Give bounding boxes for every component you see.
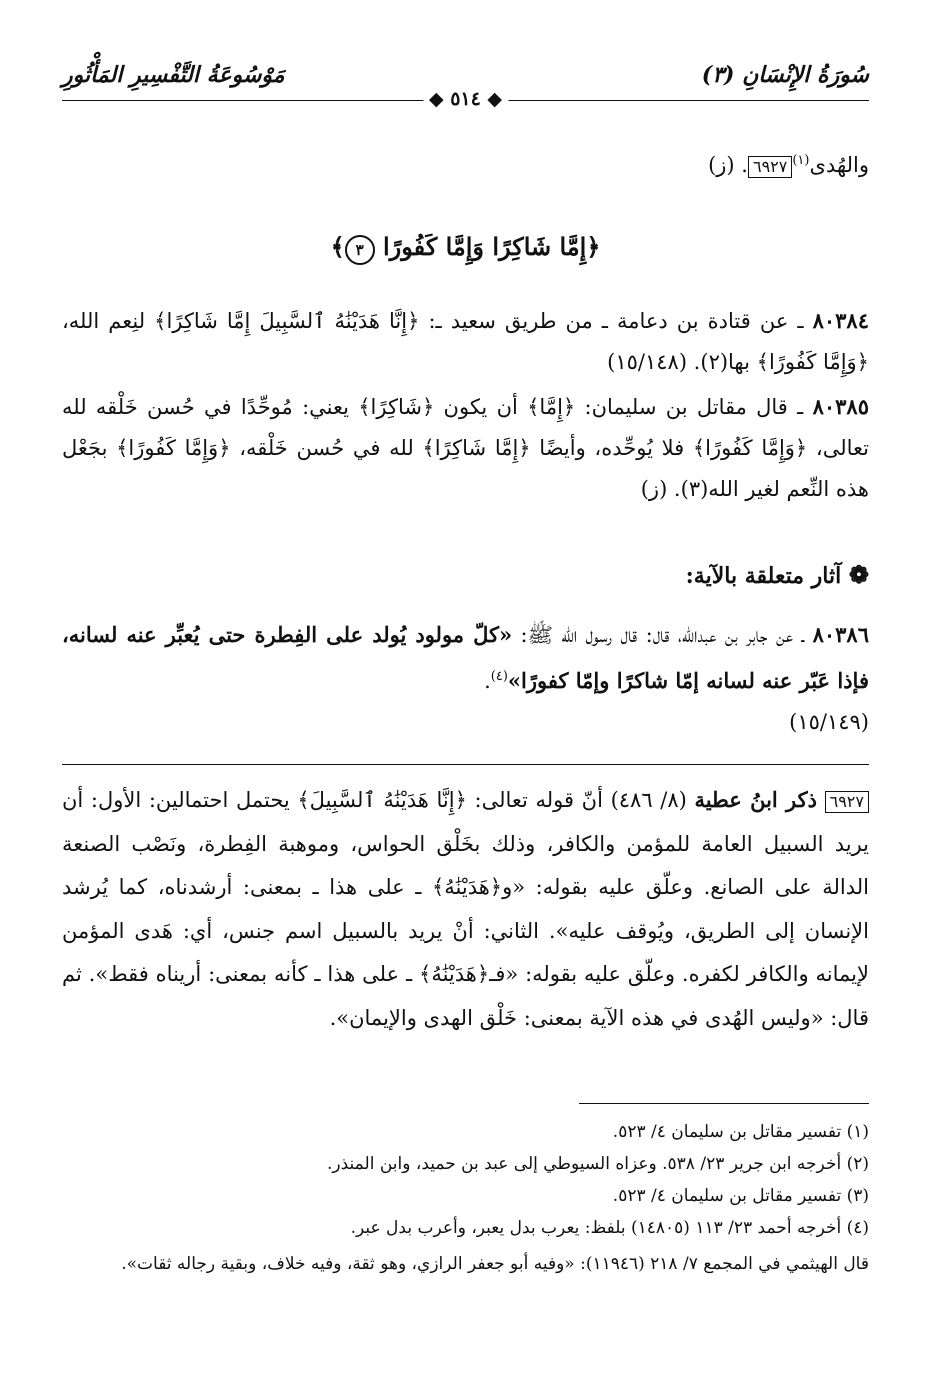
footnote-divider bbox=[579, 1103, 869, 1104]
intro-text: والهُدى bbox=[809, 153, 869, 177]
flower-icon: ❁ bbox=[848, 560, 869, 589]
page bbox=[62, 0, 869, 1379]
intro-line bbox=[62, 140, 869, 186]
entry-80386 bbox=[62, 614, 869, 743]
reference-box: ٦٩٢٧ bbox=[825, 791, 869, 813]
footnote-2: (٢) أخرجه ابن جرير ٢٣/ ٥٣٨. وعزاه السيوطي إلى عبد بن حميد، وابن المنذر. bbox=[327, 1154, 869, 1174]
running-head bbox=[62, 60, 869, 110]
entry-80385 bbox=[62, 386, 869, 510]
page-number: ◆ ٥١٤ ◆ bbox=[423, 88, 508, 110]
ayah-close: ﴾ bbox=[330, 232, 345, 261]
entry-body: ـ عن قتادة بن دعامة ـ من طريق سعيد ـ: ﴿إِنَّا هَدَيْنَٰهُ ٱلسَّبِيلَ إِمَّا شَاكِرًا﴾ لنِعم الله، ﴿وَإِمَّا كَفُورًا﴾ بها(٢). (١٥/١٤٨) bbox=[62, 309, 869, 374]
commentary-text: (٨/ ٤٨٦) أنّ قوله تعالى: ﴿إِنَّا هَدَيْنَٰهُ ٱلسَّبِيلَ﴾ يحتمل احتمالين: الأول: أن يريد السبيل العامة للمؤمن والكافر، وذلك بخَلْق الحواس، وموهبة الفِطرة، ونَصْب الصنعة الدالة على الصانع. وعلّق عليه بقوله: «و﴿هَدَيْنَٰهُ﴾ ـ على هذا ـ بمعنى: أرشدناه، كما يُرشد الإنسان إلى الطريق، ويُوقف عليه». الثاني: أنْ يريد بالسبيل اسم جنس، أي: هَدى المؤمن لإيمانه والكافر لكفره. وعلّق عليه بقوله: «فـ﴿هَدَيْنَٰهُ﴾ ـ على هذا ـ كأنه بمعنى: أريناه فقط». ثم قال: «وليس الهُدى في هذه الآية بمعنى: خَلْق الهدى والإيمان». bbox=[62, 788, 869, 1030]
footnote-4: (٤) أخرجه أحمد ٢٣/ ١١٣ (١٤٨٠٥) بلفظ: يعرب بدل يعبر، وأعرب بدل عبر. bbox=[350, 1218, 869, 1238]
footnote-marker: (١) bbox=[792, 153, 810, 168]
intro-end: . (ز) bbox=[708, 153, 748, 177]
entry-body: ـ قال مقاتل بن سليمان: ﴿إِمَّا﴾ أن يكون ﴿شَاكِرًا﴾ يعني: مُوحِّدًا في حُسن خَلْقه لله تعالى، ﴿وَإِمَّا كَفُورًا﴾ فلا يُوحِّده، وأيضًا ﴿إِمَّا شَاكِرًا﴾ لله في حُسن خَلْقه، ﴿وَإِمَّا كَفُورًا﴾ بجَعْل هذه النِّعم لغير الله(٣). (ز) bbox=[62, 395, 869, 501]
surah-title: سُورَةُ الإِنْسَانِ (٣) bbox=[701, 62, 869, 88]
entry-number: ٨٠٣٨٦ bbox=[812, 622, 869, 647]
commentary-lead: ذكر ابنُ عطية bbox=[694, 787, 817, 812]
ayah-text: ﴿إِمَّا شَاكِرًا وَإِمَّا كَفُورًا bbox=[383, 232, 601, 261]
commentary-block bbox=[62, 778, 869, 1040]
reference-box: ٦٩٢٧ bbox=[748, 156, 792, 178]
entry-number: ٨٠٣٨٥ bbox=[812, 394, 869, 419]
ayah-heading bbox=[62, 232, 869, 265]
volume-reference: (١٥/١٤٩) bbox=[789, 710, 869, 734]
entry-number: ٨٠٣٨٤ bbox=[812, 308, 869, 333]
commentary-divider bbox=[62, 764, 869, 765]
footnote-3: (٣) تفسير مقاتل بن سليمان ٤/ ٥٢٣. bbox=[612, 1186, 869, 1206]
footnote-marker: (٤) bbox=[490, 669, 508, 684]
book-title: مَوْسُوعَةُ التَّفْسِيرِ المَأْثُورِ bbox=[62, 62, 285, 88]
footnote-1: (١) تفسير مقاتل بن سليمان ٤/ ٥٢٣. bbox=[612, 1122, 869, 1142]
hadith-quote: «كلّ مولود يُولد على الفِطرة حتى يُعبِّر عنه لسانه، فإذا عَبّر عنه لسانه إمّا شاكرًا وإمّا كفورًا» bbox=[62, 622, 869, 693]
entry-end: . bbox=[484, 669, 491, 693]
verse-number: ٣ bbox=[345, 235, 375, 265]
section-heading bbox=[686, 560, 869, 589]
entry-80384 bbox=[62, 300, 869, 383]
footnote-4-note: قال الهيثمي في المجمع ٧/ ٢١٨ (١١٩٤٦): «وفيه أبو جعفر الرازي، وهو ثقة، وفيه خلاف، وبقية رجاله ثقات». bbox=[121, 1254, 869, 1274]
section-heading-text: آثار متعلقة بالآية: bbox=[685, 563, 842, 589]
entry-intro: ـ عن جابر بن عبدالله، قال: قال رسول الله ﷺ: bbox=[520, 623, 805, 647]
